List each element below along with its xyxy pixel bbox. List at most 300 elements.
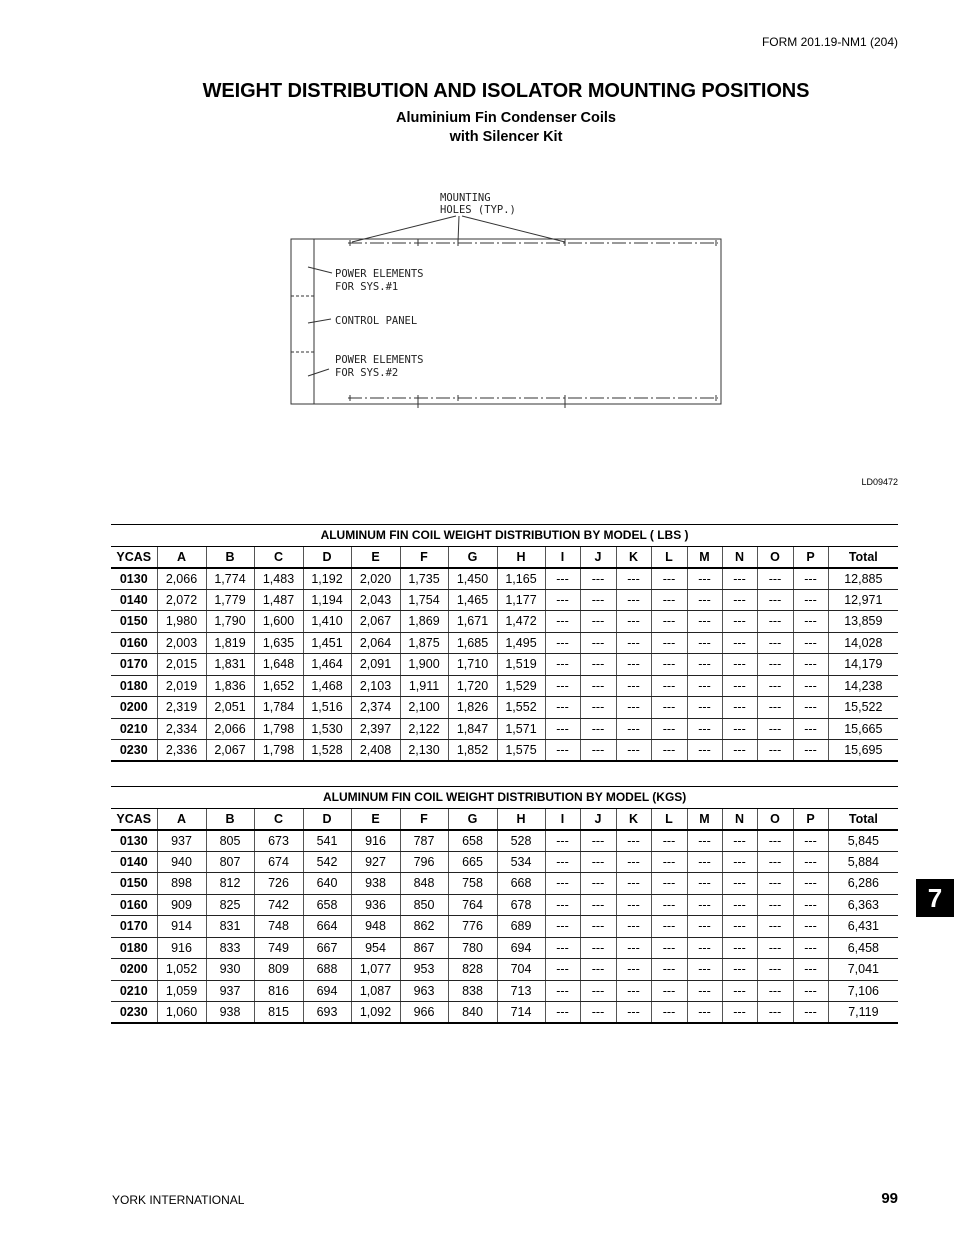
table-cell: 694 (497, 937, 545, 959)
table-cell: 1,451 (303, 632, 351, 654)
table-cell: 668 (497, 873, 545, 895)
table-cell: 640 (303, 873, 351, 895)
table-cell: --- (757, 611, 793, 633)
table-cell: 938 (206, 1002, 254, 1024)
table-cell: 1,165 (497, 568, 545, 590)
table-cell: --- (687, 959, 722, 981)
table-cell: --- (793, 611, 828, 633)
table-cell: --- (757, 589, 793, 611)
table-cell: --- (722, 937, 757, 959)
page-number: 99 (881, 1190, 898, 1207)
table-cell: 1,875 (400, 632, 448, 654)
model-cell: 0180 (111, 937, 157, 959)
table-cell: 796 (400, 851, 448, 873)
table-cell: 2,020 (351, 568, 400, 590)
table-cell: --- (580, 980, 616, 1002)
table-cell: --- (580, 1002, 616, 1024)
table-cell: 850 (400, 894, 448, 916)
table-cell: --- (545, 980, 580, 1002)
column-header: J (580, 546, 616, 568)
table-cell: --- (616, 980, 651, 1002)
table-cell: --- (545, 830, 580, 852)
column-header: E (351, 808, 400, 830)
table-cell: --- (651, 916, 687, 938)
table-cell: 1,652 (254, 675, 303, 697)
weight-table-lbs (111, 524, 898, 762)
table-cell: --- (722, 718, 757, 740)
table-cell: 1,774 (206, 568, 254, 590)
table-cell: --- (651, 894, 687, 916)
table-cell: --- (616, 611, 651, 633)
table-cell: --- (580, 632, 616, 654)
subtitle-line: with Silencer Kit (449, 129, 563, 145)
table-cell: --- (651, 718, 687, 740)
table-cell: 1,831 (206, 654, 254, 676)
table-cell: 714 (497, 1002, 545, 1024)
table-row (111, 916, 898, 938)
table-cell: --- (687, 937, 722, 959)
table-row (111, 830, 898, 852)
table-cell: --- (722, 589, 757, 611)
table-cell: --- (580, 740, 616, 762)
table-cell: 1,819 (206, 632, 254, 654)
page-title: WEIGHT DISTRIBUTION AND ISOLATOR MOUNTING POSITIONS (202, 80, 810, 102)
table-cell: 1,685 (448, 632, 497, 654)
table-cell: 2,122 (400, 718, 448, 740)
table-cell: --- (616, 959, 651, 981)
power-sys1-label: POWER ELEMENTS (335, 268, 424, 280)
model-cell: 0130 (111, 568, 157, 590)
column-header: B (206, 808, 254, 830)
column-header: O (757, 808, 793, 830)
table-cell: --- (616, 1002, 651, 1024)
table-cell: 2,408 (351, 740, 400, 762)
table-cell: 2,067 (206, 740, 254, 762)
table-cell: 2,334 (157, 718, 206, 740)
table-cell: 7,119 (828, 1002, 898, 1024)
table-cell: --- (757, 1002, 793, 1024)
table-cell: 2,064 (351, 632, 400, 654)
table-cell: --- (616, 718, 651, 740)
model-cell: 0150 (111, 611, 157, 633)
table-cell: 14,028 (828, 632, 898, 654)
table-cell: 2,397 (351, 718, 400, 740)
table-cell: --- (545, 959, 580, 981)
table-row (111, 568, 898, 590)
table-cell: 1,735 (400, 568, 448, 590)
table-cell: 1,516 (303, 697, 351, 719)
table-cell: --- (722, 740, 757, 762)
table-cell: 809 (254, 959, 303, 981)
table-cell: --- (616, 740, 651, 762)
column-header: F (400, 546, 448, 568)
column-header: K (616, 808, 651, 830)
table-cell: --- (651, 675, 687, 697)
table-row (111, 873, 898, 895)
table-cell: 15,522 (828, 697, 898, 719)
table-cell: --- (616, 568, 651, 590)
table-cell: 2,336 (157, 740, 206, 762)
model-cell: 0200 (111, 697, 157, 719)
table-cell: --- (757, 894, 793, 916)
table-cell: 15,695 (828, 740, 898, 762)
column-header: M (687, 546, 722, 568)
mounting-holes-label: HOLES (TYP.) (440, 204, 516, 216)
table-cell: --- (757, 937, 793, 959)
table-row (111, 851, 898, 873)
table-cell: 1,529 (497, 675, 545, 697)
table-cell: --- (616, 589, 651, 611)
table-cell: --- (616, 830, 651, 852)
table-cell: 833 (206, 937, 254, 959)
table-cell: --- (545, 894, 580, 916)
column-header: F (400, 808, 448, 830)
table-cell: 1,869 (400, 611, 448, 633)
column-header: O (757, 546, 793, 568)
table-cell: --- (757, 873, 793, 895)
table-cell: 815 (254, 1002, 303, 1024)
table-cell: 1,798 (254, 718, 303, 740)
table-cell: 7,106 (828, 980, 898, 1002)
table-cell: --- (651, 980, 687, 1002)
column-header: B (206, 546, 254, 568)
table-row (111, 675, 898, 697)
table-cell: 1,779 (206, 589, 254, 611)
table-cell: --- (687, 916, 722, 938)
table-cell: 2,103 (351, 675, 400, 697)
table-cell: --- (793, 894, 828, 916)
table-cell: --- (757, 675, 793, 697)
model-cell: 0130 (111, 830, 157, 852)
table-cell: 966 (400, 1002, 448, 1024)
table-cell: 14,179 (828, 654, 898, 676)
table-cell: 840 (448, 1002, 497, 1024)
table-cell: --- (687, 697, 722, 719)
table-cell: 936 (351, 894, 400, 916)
table-cell: 713 (497, 980, 545, 1002)
table-header-row (111, 808, 898, 830)
table-cell: 2,100 (400, 697, 448, 719)
table-cell: --- (793, 675, 828, 697)
table-cell: --- (545, 873, 580, 895)
table-cell: --- (722, 959, 757, 981)
table-cell: --- (651, 873, 687, 895)
table-cell: --- (687, 611, 722, 633)
column-header: Total (828, 546, 898, 568)
model-cell: 0150 (111, 873, 157, 895)
table-cell: 1,710 (448, 654, 497, 676)
model-cell: 0170 (111, 654, 157, 676)
table-cell: 1,798 (254, 740, 303, 762)
table-cell: 1,720 (448, 675, 497, 697)
table-cell: --- (545, 675, 580, 697)
table-cell: --- (651, 632, 687, 654)
mounting-holes-label: MOUNTING (440, 192, 491, 204)
table-cell: --- (793, 851, 828, 873)
table-cell: --- (722, 611, 757, 633)
table-cell: 1,077 (351, 959, 400, 981)
section-tab: 7 (916, 879, 954, 917)
table-cell: 2,067 (351, 611, 400, 633)
table-row (111, 1002, 898, 1024)
column-header: C (254, 808, 303, 830)
table-cell: 1,060 (157, 1002, 206, 1024)
table-cell: --- (687, 980, 722, 1002)
table-row (111, 740, 898, 762)
table-cell: --- (722, 916, 757, 938)
table-cell: 5,884 (828, 851, 898, 873)
table-cell: --- (757, 851, 793, 873)
table-cell: 6,363 (828, 894, 898, 916)
table-cell: --- (616, 916, 651, 938)
table-cell: 1,671 (448, 611, 497, 633)
table-cell: 776 (448, 916, 497, 938)
table-cell: 1,826 (448, 697, 497, 719)
table-cell: --- (651, 959, 687, 981)
table-cell: --- (545, 568, 580, 590)
table-cell: --- (580, 654, 616, 676)
table-cell: --- (580, 611, 616, 633)
table-cell: 1,911 (400, 675, 448, 697)
table-cell: 831 (206, 916, 254, 938)
table-cell: --- (793, 959, 828, 981)
table-cell: --- (580, 916, 616, 938)
model-cell: 0170 (111, 916, 157, 938)
table-cell: 1,635 (254, 632, 303, 654)
control-panel-label: CONTROL PANEL (335, 315, 418, 327)
table-cell: 1,754 (400, 589, 448, 611)
table-cell: --- (793, 568, 828, 590)
table-row (111, 611, 898, 633)
table-cell: --- (722, 830, 757, 852)
table-cell: 916 (351, 830, 400, 852)
table-cell: --- (722, 632, 757, 654)
table-cell: 694 (303, 980, 351, 1002)
table-cell: --- (651, 937, 687, 959)
table-cell: 1,472 (497, 611, 545, 633)
table-title-row (111, 525, 898, 547)
model-cell: 0210 (111, 718, 157, 740)
table-cell: 6,458 (828, 937, 898, 959)
table-cell: --- (545, 697, 580, 719)
table-cell: 673 (254, 830, 303, 852)
table-cell: --- (793, 718, 828, 740)
table-cell: --- (545, 851, 580, 873)
table-cell: 742 (254, 894, 303, 916)
column-header: D (303, 808, 351, 830)
table-cell: 909 (157, 894, 206, 916)
table-cell: 12,885 (828, 568, 898, 590)
table-cell: 534 (497, 851, 545, 873)
table-cell: 2,066 (206, 718, 254, 740)
table-cell: 2,091 (351, 654, 400, 676)
table-cell: --- (757, 632, 793, 654)
table-cell: --- (757, 740, 793, 762)
table-cell: 805 (206, 830, 254, 852)
table-cell: 1,980 (157, 611, 206, 633)
table-cell: 541 (303, 830, 351, 852)
column-header: M (687, 808, 722, 830)
table-cell: 867 (400, 937, 448, 959)
table-cell: 664 (303, 916, 351, 938)
table-cell: --- (687, 718, 722, 740)
column-header: C (254, 546, 303, 568)
table-cell: --- (793, 1002, 828, 1024)
column-header: J (580, 808, 616, 830)
table-cell: --- (651, 611, 687, 633)
power-sys2-leader (308, 369, 329, 376)
table-cell: 937 (206, 980, 254, 1002)
table-cell: --- (616, 654, 651, 676)
table-title: ALUMINUM FIN COIL WEIGHT DISTRIBUTION BY MODEL ( LBS ) (111, 525, 898, 547)
table-cell: 862 (400, 916, 448, 938)
table-cell: --- (687, 830, 722, 852)
table-cell: --- (757, 654, 793, 676)
table-cell: 898 (157, 873, 206, 895)
model-cell: 0180 (111, 675, 157, 697)
table-cell: --- (793, 589, 828, 611)
table-cell: 15,665 (828, 718, 898, 740)
table-cell: 2,051 (206, 697, 254, 719)
model-cell: 0160 (111, 894, 157, 916)
power-sys2-label: FOR SYS.#2 (335, 367, 399, 379)
table-cell: --- (793, 916, 828, 938)
table-cell: --- (651, 1002, 687, 1024)
table-cell: 704 (497, 959, 545, 981)
table-cell: 937 (157, 830, 206, 852)
table-cell: 1,571 (497, 718, 545, 740)
table-cell: 948 (351, 916, 400, 938)
table-cell: --- (722, 675, 757, 697)
table-cell: 1,900 (400, 654, 448, 676)
table-cell: 2,130 (400, 740, 448, 762)
table-cell: 2,319 (157, 697, 206, 719)
column-header: H (497, 546, 545, 568)
column-header: YCAS (111, 546, 157, 568)
drawing-id: LD09472 (861, 477, 898, 487)
table-cell: --- (687, 675, 722, 697)
table-cell: 954 (351, 937, 400, 959)
table-cell: 1,790 (206, 611, 254, 633)
table-cell: --- (793, 632, 828, 654)
table-cell: 1,194 (303, 589, 351, 611)
mounting-hole-leader (458, 216, 459, 242)
table-cell: --- (580, 568, 616, 590)
table-cell: --- (616, 937, 651, 959)
table-row (111, 697, 898, 719)
table-cell: 13,859 (828, 611, 898, 633)
column-header: A (157, 808, 206, 830)
table-cell: 1,464 (303, 654, 351, 676)
table-cell: --- (722, 851, 757, 873)
table-cell: --- (651, 568, 687, 590)
column-header: K (616, 546, 651, 568)
table-cell: 693 (303, 1002, 351, 1024)
form-number: FORM 201.19-NM1 (204) (761, 35, 898, 49)
subtitle (106, 109, 906, 147)
table-cell: 938 (351, 873, 400, 895)
model-cell: 0140 (111, 589, 157, 611)
table-cell: --- (616, 851, 651, 873)
table-cell: 1,450 (448, 568, 497, 590)
column-header: D (303, 546, 351, 568)
table-cell: 1,600 (254, 611, 303, 633)
table-cell: --- (580, 830, 616, 852)
table-cell: 528 (497, 830, 545, 852)
table-cell: --- (722, 568, 757, 590)
table-cell: --- (580, 851, 616, 873)
table-cell: --- (545, 916, 580, 938)
column-header: I (545, 808, 580, 830)
table-cell: --- (580, 718, 616, 740)
table-cell: --- (793, 830, 828, 852)
table-cell: 1,530 (303, 718, 351, 740)
table-cell: 848 (400, 873, 448, 895)
table-cell: 1,784 (254, 697, 303, 719)
table-cell: 758 (448, 873, 497, 895)
table-cell: 6,286 (828, 873, 898, 895)
table-cell: 1,495 (497, 632, 545, 654)
column-header: H (497, 808, 545, 830)
table-row (111, 718, 898, 740)
table-cell: 674 (254, 851, 303, 873)
column-header: P (793, 546, 828, 568)
table-cell: --- (545, 611, 580, 633)
table-cell: 1,092 (351, 1002, 400, 1024)
table-cell: 1,059 (157, 980, 206, 1002)
table-cell: --- (545, 937, 580, 959)
model-cell: 0140 (111, 851, 157, 873)
table-cell: 665 (448, 851, 497, 873)
table-cell: 1,836 (206, 675, 254, 697)
table-cell: --- (687, 851, 722, 873)
table-cell: --- (651, 589, 687, 611)
table-cell: 1,528 (303, 740, 351, 762)
table-cell: --- (616, 675, 651, 697)
table-cell: --- (757, 830, 793, 852)
isolator-mounting-diagram (285, 185, 730, 415)
table-cell: 787 (400, 830, 448, 852)
table-cell: 6,431 (828, 916, 898, 938)
table-cell: 963 (400, 980, 448, 1002)
table-row (111, 980, 898, 1002)
table-cell: 658 (303, 894, 351, 916)
table-cell: 807 (206, 851, 254, 873)
table-cell: --- (757, 568, 793, 590)
table-cell: --- (580, 675, 616, 697)
column-header: E (351, 546, 400, 568)
model-cell: 0230 (111, 1002, 157, 1024)
table-cell: 1,465 (448, 589, 497, 611)
table-cell: 1,575 (497, 740, 545, 762)
table-cell: 927 (351, 851, 400, 873)
table-cell: --- (580, 589, 616, 611)
table-cell: --- (580, 959, 616, 981)
table-cell: 2,072 (157, 589, 206, 611)
table-cell: --- (616, 873, 651, 895)
table-cell: --- (616, 632, 651, 654)
table-cell: --- (757, 718, 793, 740)
column-header: L (651, 808, 687, 830)
table-cell: 1,847 (448, 718, 497, 740)
control-panel-leader (308, 319, 331, 323)
table-cell: 7,041 (828, 959, 898, 981)
column-header: L (651, 546, 687, 568)
subtitle-line: Aluminium Fin Condenser Coils (396, 110, 616, 126)
table-cell: --- (687, 873, 722, 895)
table-title-row (111, 787, 898, 809)
table-cell: 1,177 (497, 589, 545, 611)
